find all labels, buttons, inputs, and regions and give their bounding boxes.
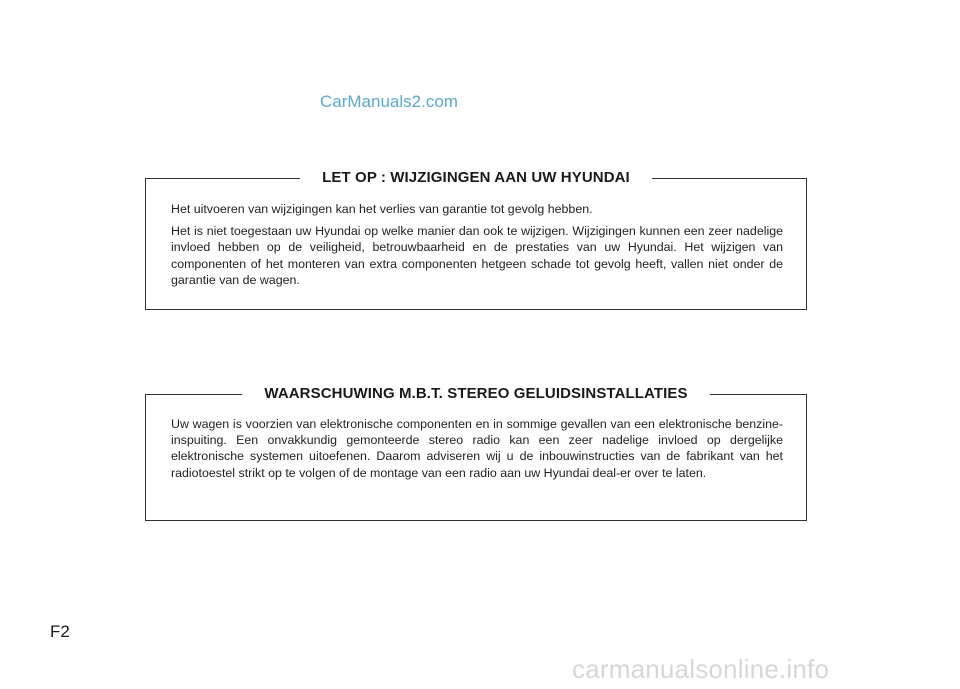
caution-paragraph-1: Het uitvoeren van wijzigingen kan het verlies van garantie tot gevolg hebben.	[171, 202, 593, 216]
warning-paragraph-1: Uw wagen is voorzien van elektronische componenten en in sommige gevallen van een elektronische benzine-inspuiting. Een onvakkundig gemonteerde stereo radio kan een zeer nadelige invloed op dergelijke elektronische systemen uitoefenen. Daarom adviseren wij u de inbouwinstructies van de fabrikant van het radiotoestel strikt op te volgen of de montage van een radio aan uw Hyundai deal-er over te laten.	[171, 417, 783, 480]
caution-title-text: LET OP : WIJZIGINGEN AAN UW HYUNDAI	[300, 169, 652, 186]
caution-paragraph-2: Het is niet toegestaan uw Hyundai op welke manier dan ook te wijzigen. Wijzigingen kunnen een zeer nadelige invloed hebben op de veiligheid, betrouwbaarheid en de prestaties van uw Hyundai. Het wijzigen van componenten of het monteren van extra componenten hetgeen schade tot gevolg heeft, vallen niet onder de garantie van de wagen.	[171, 224, 783, 287]
page-number: F2	[50, 622, 70, 641]
warning-title-text: WAARSCHUWING M.B.T. STEREO GELUIDSINSTALLATIES	[242, 385, 709, 402]
carmanualsonline-watermark: carmanualsonline.info	[572, 654, 830, 684]
warning-box-stereo	[145, 385, 807, 521]
caution-box-modifications	[145, 169, 807, 310]
caution-body	[171, 201, 783, 294]
caution-title	[146, 168, 806, 188]
warning-body	[171, 416, 783, 487]
warning-title	[146, 384, 806, 404]
carmanuals2-watermark: CarManuals2.com	[320, 92, 458, 111]
